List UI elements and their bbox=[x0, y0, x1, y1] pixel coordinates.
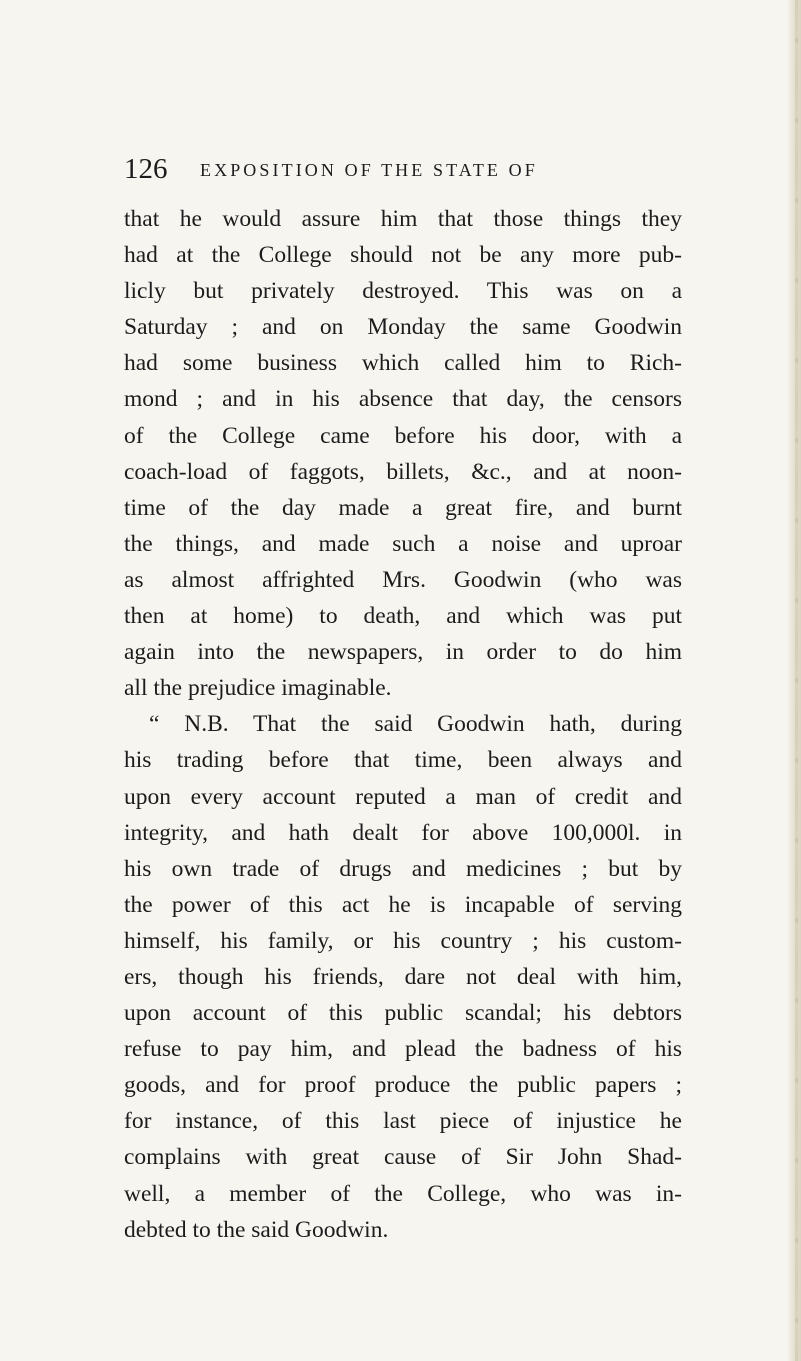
text-line: coach-load of faggots, billets, &c., and at noon- bbox=[124, 458, 682, 485]
page-number: 126 bbox=[124, 153, 168, 185]
text-line: as almost affrighted Mrs. Goodwin (who was bbox=[124, 566, 682, 593]
running-head bbox=[0, 154, 801, 184]
text-line: well, a member of the College, who was in- bbox=[124, 1180, 682, 1207]
text-line: that he would assure him that those things they bbox=[124, 206, 682, 232]
text-line: his trading before that time, been always and bbox=[124, 747, 682, 774]
text-line: upon account of this public scandal; his debtors bbox=[124, 1000, 682, 1027]
text-line: integrity, and hath dealt for above 100,000l. in bbox=[124, 819, 682, 846]
text-line: again into the newspapers, in order to do him bbox=[124, 639, 682, 666]
text-line: had at the College should not be any more pub- bbox=[124, 242, 682, 269]
text-line: time of the day made a great fire, and burnt bbox=[124, 494, 682, 521]
text-line: his own trade of drugs and medicines ; but by bbox=[124, 855, 682, 882]
text-line: for instance, of this last piece of injustice he bbox=[124, 1108, 682, 1135]
paragraph-end-line: debted to the said Goodwin. bbox=[124, 1216, 389, 1243]
text-line: licly but privately destroyed. This was on a bbox=[124, 278, 682, 305]
body-text bbox=[124, 201, 682, 1248]
text-line: the things, and made such a noise and uproar bbox=[124, 530, 682, 557]
paragraph-start-line: “ N.B. That the said Goodwin hath, during bbox=[149, 711, 682, 738]
text-line: himself, his family, or his country ; his custom- bbox=[124, 927, 682, 954]
text-line: mond ; and in his absence that day, the censors bbox=[124, 386, 682, 413]
text-line: then at home) to death, and which was put bbox=[124, 603, 682, 630]
page-edge bbox=[787, 0, 801, 1361]
text-line: upon every account reputed a man of credit and bbox=[124, 783, 682, 810]
page-edge-shadow bbox=[795, 0, 798, 1361]
text-line: the power of this act he is incapable of serving bbox=[124, 891, 682, 918]
text-line: ers, though his friends, dare not deal with him, bbox=[124, 963, 682, 990]
text-line: had some business which called him to Rich- bbox=[124, 350, 682, 377]
running-head-title: EXPOSITION OF THE STATE OF bbox=[200, 160, 538, 180]
text-line: goods, and for proof produce the public papers ; bbox=[124, 1072, 682, 1099]
text-line: complains with great cause of Sir John Shad- bbox=[124, 1144, 682, 1171]
text-line: Saturday ; and on Monday the same Goodwin bbox=[124, 314, 682, 341]
text-line: of the College came before his door, with a bbox=[124, 422, 682, 449]
paragraph-end-line: all the prejudice imaginable. bbox=[124, 675, 392, 702]
text-line: refuse to pay him, and plead the badness of his bbox=[124, 1036, 682, 1063]
